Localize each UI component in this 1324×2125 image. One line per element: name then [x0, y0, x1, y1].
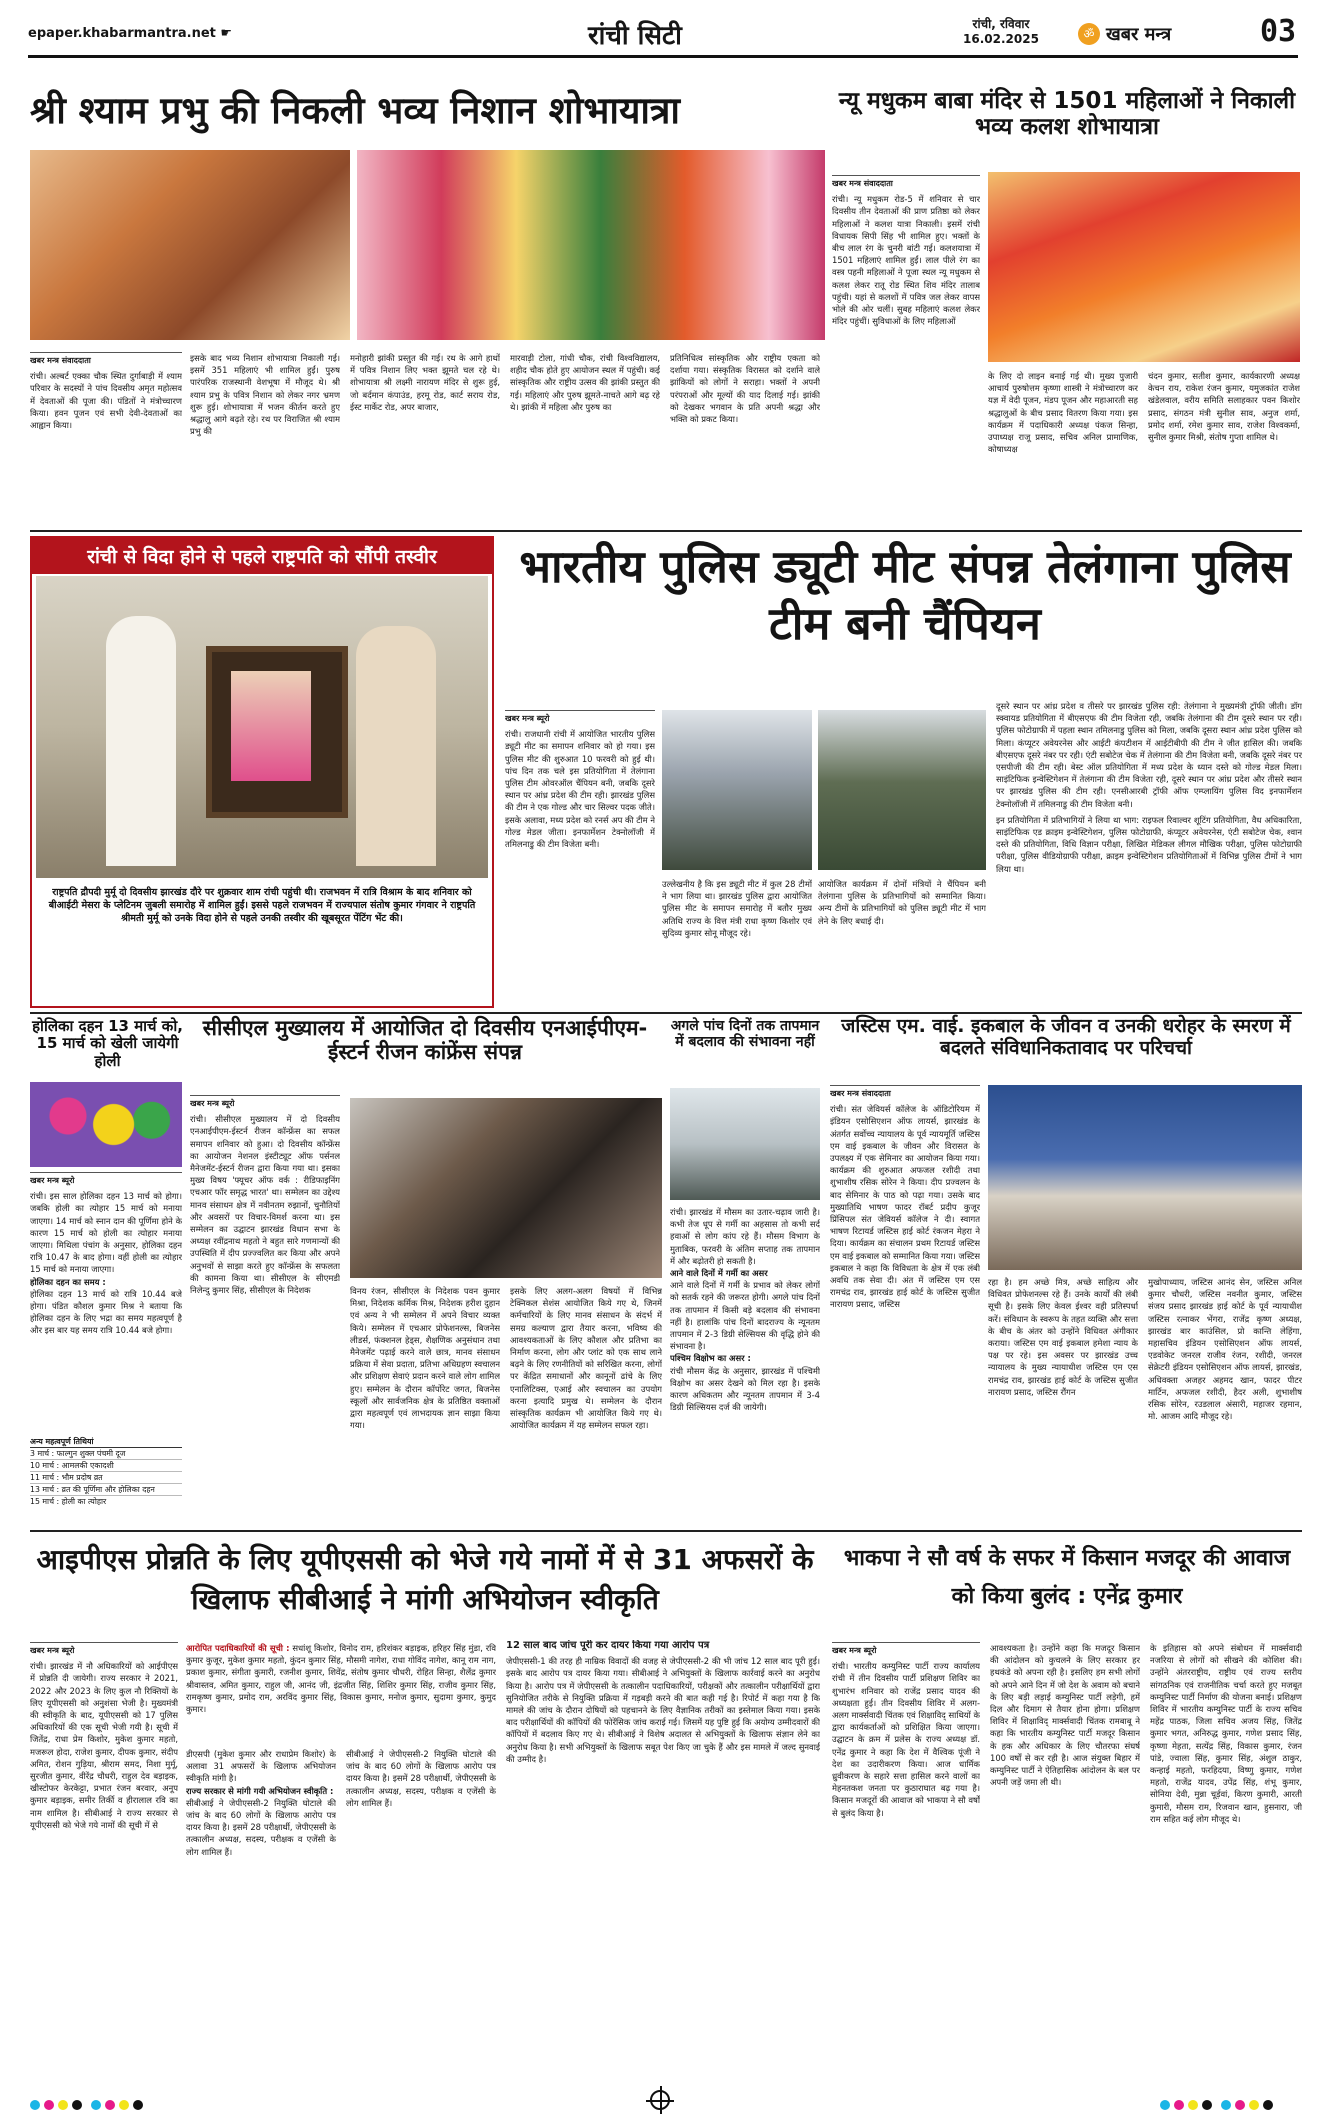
story7-photo [670, 1088, 820, 1200]
story8-col2: रहा है। हम अच्छे मित्र, अच्छे साहित्य और विधिवत प्रोफेशनल्स रहे हैं। उनके कार्यों की लंबी सूची है। इसके लिए केवल ईश्वर वही प्रतिस्पर्धा करें। संविधान के स्वरूप के तहत व्यक्ति और सत्ता के बीच के अंतर को उन्होंने विधिवत अंगीकार कराया। जस्टिस एम वाई इकबाल हमेशा न्याय के पक्ष पर रहे। इस अवसर पर झारखंड उच्च न्यायालय के मुख्य न्यायाधीश जस्टिस एम एस रामचंद्र राव, झारखंड हाई कोर्ट के जस्टिस सुजीत नारायण प्रसाद, जस्टिस रौंगन [988, 1277, 1138, 1397]
story2-photo [988, 172, 1300, 362]
story4-col1 [505, 710, 655, 1005]
story9-col2 [186, 1642, 496, 1742]
story9-list-title: आरोपित पदाधिकारियों की सूची : [186, 1643, 290, 1653]
footer-color-dots-right [1160, 2095, 1277, 2114]
story1-photo-right [357, 150, 825, 340]
story10-col3: के इतिहास को अपने संबोधन में मार्क्सवादी नजरिया से लोगों को सीखने की कोशिश की। उन्होंने अंतरराष्ट्रीय, राष्ट्रीय एवं राज्य स्तरीय सांगठनिक एवं राजनीतिक चर्चा करते हुए मजबूत कम्युनिस्ट पार्टी निर्माण की योजना बनाई। प्रशिक्षण शिविर में भारतीय कम्युनिस्ट पार्टी के राज्य सचिव महेंद्र पाठक, जिला सचिव अजय सिंह, जितेंद्र कुमार भगत, अनिरुद्ध कुमार, गणेश प्रसाद सिंह, कृष्णा मेहता, सत्येंद्र सिंह, विकास कुमार, रंजन पांडे, ज्वाला सिंह, कुमार सिंह, अंशुल ठाकुर, कन्हाई महतो, फरहिदया, विष्णु कुमार, गणेश महतो, राजेंद्र यादव, उपेंद्र सिंह, शंभू कुमार, सोनिया देवी, मुन्ना चूर्ड़वां, किरण कुमारी, आरती कुमारी, मौसम राम, रिजवान खान, हुसनारा, जी राम सहित कई लोग मौजूद थे। [1150, 1643, 1302, 1824]
story5-byline: खबर मन्त्र ब्यूरो [30, 1172, 182, 1187]
story1-headline: श्री श्याम प्रभु की निकली भव्य निशान शोभायात्रा [30, 89, 681, 132]
story3-photo [36, 576, 488, 878]
story9-col3-right-text: सीबीआई ने जेपीएससी-2 नियुक्ति घोटाले की जांच के बाद 60 लोगों के खिलाफ आरोप पत्र दायर किया है। इसमें 28 परीक्षार्थी, जेपीएससी के तत्कालीन अध्यक्ष, सदस्य, परीक्षक व एजेंसी के लोग शामिल हैं। [346, 1749, 496, 1808]
story8-col1 [830, 1085, 980, 1520]
story7-sub2: पश्चिम विक्षोभ का असर : [670, 1353, 751, 1364]
story7-body3-text: रांची मौसम केंद्र के अनुसार, झारखंड में पश्चिमी विक्षोभ का असर देखने को मिल रहा है। इसके कारण अधिकतम और न्यूनतम तापमान में 3-4 डिग्री सिल्सियस दर्ज की जायेगी। [670, 1365, 820, 1413]
story5-date-1: 3 मार्च : फाल्गुन शुक्ल पंचमी दूज [30, 1448, 182, 1460]
dateline [963, 17, 1039, 47]
story8-col1-text: रांची। संत जेवियर्स कॉलेज के ऑडिटोरियम में इंडियन एसोसिएशन ऑफ लायर्स, झारखंड के अंतर्गत सर्वोच्च न्यायालय के पूर्व न्यायमूर्ति जस्टिस एम वाई इकबाल के जीवन और विरासत के उपलक्ष्य में एक सेमिनार का आयोजन किया गया। कार्यक्रम की शुरुआत अफजल रशीदी तथा शुभाशीष रसिक सोरेन ने किया। दीप प्रज्वलन के बाद सेमिनार के पाठ को पढ़ा गया। उसके बाद मुख्यातिथि भाषण फादर रॉबर्ट प्रदीप कुजूर प्रिंसिपल संत जेवियर्स कॉलेज ने दी। स्वागत भाषण रिटायर्ड जस्टिस हाई कोर्ट रंकजन मेहरा ने दिया। कार्यक्रम का संचालन प्रथम रिटायर्ड जस्टिस एम वाई इकबाल को सम्मानित किया गया। जस्टिस इकबाल ने कहा कि विविधता के क्षेत्र में एक लंबी अवधि तक सेवा दी। अंत में जस्टिस एम एस रामचंद्र राव, झारखंड हाई कोर्ट के जस्टिस सुजीत नारायण प्रसाद, जस्टिस [830, 1104, 980, 1310]
story1-col1-text: रांची। अल्बर्ट एक्का चौक स्थित दुर्गाबाड़ी में श्याम परिवार के सदस्यों ने पांच दिवसीय अमृत महोत्सव में देवताओं की पूजा की। पंडितों ने मंत्रोच्चारण किया। हवन पूजन एवं सभी देवी-देवताओं का आह्वान किया। [30, 371, 182, 431]
story9-col3 [186, 1748, 336, 2023]
story10-col2: आवश्यकता है। उन्होंने कहा कि मजदूर किसान की आंदोलन को कुचलने के लिए सरकार हर हथकंडे को अपना रही है। इसलिए हम सभी लोगों को अपने आने दिन में जो देश के अवाम को बचाने के लिए बड़ी लड़ाई कम्युनिस्ट पार्टी लड़ेगी, हमें दिल और दिमाग से तैयार होना होगा। प्रशिक्षण शिविर में शिक्षाविद् मार्क्सवादी चिंतक रामबाबू ने कहा कि भारतीय कम्युनिस्ट पार्टी मजदूर किसान के हक और अधिकार के लिए चौतरफा संघर्ष 100 वर्षों से कर रही है। आज संयुक्त बिहार में कम्युनिस्ट पार्टी ने ऐतिहासिक आंदोलन के बल पर अपनी जड़ें जमा ली थी। [990, 1643, 1140, 1788]
story4-col2: उल्लेखनीय है कि इस ड्यूटी मीट में कुल 28 टीमों ने भाग लिया था। झारखंड पुलिस द्वारा आयोजित पुलिस मीट के समापन समारोह में बतौर मुख्य अतिथि राज्य के वित्त मंत्री राधा कृष्ण किशोर एवं सुदिव्य कुमार सोनू मौजूद रहे। [662, 879, 812, 938]
section-title: रांची सिटी [588, 21, 682, 51]
story9-sub: राज्य सरकार से मांगी गयी अभियोजन स्वीकृति : [186, 1785, 334, 1796]
story5-photo [30, 1082, 182, 1167]
story4-col3: आयोजित कार्यक्रम में दोनों मंत्रियों ने चैंपियन बनी तेलंगाना पुलिस के प्रतिभागियों को सम्मानित किया। अन्य टीमों के प्रतिभागियों को पुलिस ड्यूटी मीट में भाग लेने के लिए बधाई दी। [818, 879, 986, 926]
story5-table-title: अन्य महत्वपूर्ण तिथियां [30, 1436, 182, 1448]
footer-color-dots-left [30, 2095, 147, 2114]
story2-col1-text: रांची। न्यू मधुकम रोड-5 में शनिवार से चार दिवसीय तीन देवताओं की प्राण प्रतिष्ठा को लेकर महिलाओं ने कलश यात्रा निकाली। इसमें रांची विधायक सिपी सिंह भी शामिल हुए। भक्तों के बीच लाल रंग के चुनरी बांटी गई। कलशयात्रा में 1501 महिलाएं शामिल हुईं। लाल पीले रंग का वस्त्र पहनी महिलाओं ने पूजा स्थल न्यू मधुकम से कलश लेकर रातू रोड स्थित शिव मंदिर तालाब पहुंची। यहां से कलशों में पवित्र जल लेकर वापस भोले की ओर चलीं। सुबह महिलाएं कलश लेकर मंदिर पहुंचीं। सुविधाओं के लिए महिलाओं [832, 194, 980, 327]
divider-top [30, 530, 1302, 532]
story5-body [30, 1172, 182, 1432]
page-number: 03 [1260, 14, 1297, 49]
om-logo-icon: ॐ [1078, 23, 1100, 45]
story8-photo [988, 1085, 1302, 1270]
crosshair-icon [650, 2090, 670, 2110]
story1-col5: प्रतिनिधित्व सांस्कृतिक और राष्ट्रीय एकता को दर्शाया गया। संस्कृतिक विरासत को दर्शाने वाले झांकियों को लोगों ने सराहा। भक्तों ने अपनी परंपराओं और मूल्यों की याद दिलाई गई। झांकी को देखकर भगवान के प्रति अपनी श्रद्धा और भक्ति को प्रकट किया। [670, 353, 820, 425]
hand-pointer-icon: ☛ [220, 26, 233, 41]
masthead [28, 14, 1298, 58]
story5-body2-text: होलिका दहन 13 मार्च को रात्रि 10.44 बजे होगा। पंडित कौशल कुमार मिश्र ने बताया कि होलिका दहन के लिए भद्रा का समय महत्वपूर्ण है और इस बार यह समय रात्रि 10.44 बजे होगा। [30, 1288, 182, 1336]
story4-col4 [996, 700, 1302, 1010]
story2-col3: चंदन कुमार, सतीश कुमार, कार्यकारणी अध्यक्ष केचन राय, राकेश रंजन कुमार, यमुजकांत राजेश खंडेलवाल, वरीय समिति सलाहकार पवन किशोर प्रसाद, संगठन मंत्री सुनील साव, अनुज शर्मा, प्रमोद शर्मा, रमेश कुमार साव, राजेश विश्वकर्मा, सुनील कुमार मिश्री, संतोष गुप्ता शामिल थे। [1148, 371, 1300, 443]
brand-name: खबर मन्त्र [1106, 24, 1172, 45]
story1-col1 [30, 352, 182, 552]
epaper-url[interactable] [28, 26, 232, 41]
story5-date-3: 11 मार्च : भौम प्रदोष व्रत [30, 1472, 182, 1484]
story10-col1 [832, 1642, 980, 2022]
story4-col4b-text: इन प्रतियोगिता में प्रतिभागियों ने लिया था भाग: राइफल रिवाल्वर शूटिंग प्रतियोगिता, वैध अधिकारिता, साइंटिफिक एड क्राइम इन्वेस्टिगेशन, पुलिस फोटोग्राफी, कंप्यूटर अवेयरनेस, एंटी सबोटेज चेक, श्वान दस्ते की प्रतियोगिता, विधि विज्ञान परीक्षा, लिखित मेडिकल लीगल मौखिक परीक्षा, पुलिस फोटोग्राफी परीक्षा, पुलिस वीडियोग्राफी परीक्षा, क्राइम इन्वेस्टिगेशन प्रतियोगिताओं में विभिन्न पुलिस टीमों ने भाग लिया था। [996, 814, 1302, 874]
story1-photo-left [30, 150, 350, 340]
story3-caption: राष्ट्रपति द्रौपदी मुर्मू दो दिवसीय झारखंड दौरे पर शुक्रवार शाम रांची पहुंची थी। राजभवन में रात्रि विश्राम के बाद शनिवार को बीआईटी मेसरा के प्लेटिनम जुबली समारोह में शामिल हुईं। इससे पहले राजभवन में राज्यपाल संतोष कुमार गंगवार ने राष्ट्रपति श्रीमती मुर्मू को उनके विदा होने से पहले उनकी तस्वीर की खूबसूरत पेंटिंग भेंट की। [48, 887, 476, 924]
story7-body [670, 1206, 820, 1521]
story1-col4: मारवाड़ी टोला, गांधी चौक, रांची विश्वविद्यालय, शहीद चौक होते हुए आयोजन स्थल में पहुंची। कई सांस्कृतिक और राष्ट्रीय उत्सव की झांकी प्रस्तुत की गई। महिलाएं और पुरुष झूमते-नाचते आगे बढ़ रहे थे। झांकी में महिला और पुरुष का [510, 353, 660, 412]
story6-col3: इसके लिए अलग-अलग विषयों में विभिन्न टेक्निकल सेशंस आयोजित किये गए थे, जिनमें कर्मचारियों के लिए मानव संसाधन के संदर्भ में समग्र कल्याण द्वारा तैयार करना, भविष्य की आवश्यकताओं के लिए कौशल और प्रतिभा का निर्माण करना, लोग और प्लांट को एक साथ लाने बढ़ने के लिए रणनीतियों को सरिखित करना, लोगों पर केंद्रित समाधानों और कानूनों ढांचे के लिए एनालिटिक्स, एआई और स्वचालन का उपयोग करना इत्यादि प्रमुख थे। सम्मेलन के दौरान सांस्कृतिक कार्यक्रम भी आयोजित किये गए थे। आयोजित कार्यक्रम में यह सम्मेलन सफल रहा। [510, 1286, 662, 1431]
story6-headline: सीसीएल मुख्यालय में आयोजित दो दिवसीय एनआईपीएम-ईस्टर्न रीजन कांफ्रेंस संपन्न [202, 1016, 648, 1065]
story1-col2: इसके बाद भव्य निशान शोभायात्रा निकाली गई। इसमें 351 महिलाएं भी शामिल हुईं। पुरुष पारंपरिक राजस्थानी वेशभूषा में मौजूद थे। श्री श्याम प्रभु के पवित्र निशान को लेकर नगर भ्रमण शुरू हुई। शोभायात्रा में भजन कीर्तन करते हुए श्रद्धालु आगे बढ़ते रहे। रथ पर विराजित श्री श्याम प्रभु की [190, 353, 340, 437]
story1-byline: खबर मन्त्र संवाददाता [30, 352, 182, 367]
story5-date-5: 15 मार्च : होली का त्योहार [30, 1497, 107, 1506]
story2-col2: के लिए दो लाइन बनाई गई थी। मुख्य पुजारी आचार्य पुरुषोत्तम कृष्णा शास्त्री ने मंत्रोच्चारण कर यज्ञ में वेदी पूजन, मंडप पूजन और महाआरती सह श्रद्धालुओं के बीच प्रसाद वितरण किया गया। इस कार्यक्रम में पदाधिकारी अध्यक्ष पंकज सिन्हा, उपाध्यक्ष राजू प्रसाद, सचिव अनिल प्रामाणिक, कोषाध्यक्ष [988, 371, 1138, 455]
story3-box-title: रांची से विदा होने से पहले राष्ट्रपति को सौंपी तस्वीर [32, 538, 492, 574]
story4-col4-text: दूसरे स्थान पर आंध्र प्रदेश व तीसरे पर झारखंड पुलिस रही: तेलंगाना ने मुख्यमंत्री ट्रॉफी जीती। डॉग स्क्वायड प्रतियोगिता में बीएसएफ की टीम विजेता रही, जबकि तेलंगाना की टीम दूसरे स्थान पर रही। पुलिस फोटोग्राफी में पहला स्थान तमिलनाडु पुलिस को मिला, जबकि दूसरा स्थान आंध्र प्रदेश पुलिस को मिला। कंप्यूटर अवेयरनेस और आईटी कंपटीशन में आईटीबीपी की टीम ने जीत हासिल की। जबकि बीएसएफ दूसरे नंबर पर रही। एंटी सबोटेज चेक में तेलंगाना की टीम विजेता बनी, जबकि दूसरे नंबर पर एसपीजी की टीम रही। बेस्ट ऑल प्रतियोगिता में मध्य प्रदेश के ध्यान दस्ते को गोल्ड मेडल मिला। साइंटिफिक इन्वेस्टिगेशन में तेलंगाना की टीम विजेता रही, दूसरे स्थान पर आंध्र प्रदेश और तीसरे स्थान पर झारखंड पुलिस की टीम रही। एनसीआरबी ट्रॉफी ऑफ एम्प्लायिंग पुलिस विद इनफार्मेशन टेक्नोलॉजी में तमिलनाडु की टीम विजेता बनी। [996, 701, 1302, 809]
story4-photo-left [662, 710, 812, 870]
story6-col2: विनय रंजन, सीसीएल के निदेशक पवन कुमार मिश्रा, निदेशक कर्मिक मिश्र, निदेशक हरीश दुहान एवं अन्य ने भी सम्मेलन में अपने विचार व्यक्त किये। सम्मेलन में एचआर प्रोफेशनल्स, बिजनेस लीडर्स, फंक्शनल हेड्स, शैक्षणिक अनुसंधान तथा मैनेजमेंट पढ़ाई करने वाले छात्र, मानव संसाधन प्रक्रिया में सेवा प्रदाता, प्रतिभा अधिग्रहण स्वचालन और प्रशिक्षण सेवाएं प्रदान करने वाले लोग शामिल हुए। सम्मेलन के दौरान कॉर्पोरेट जगत, बिजनेस स्कूलों और सार्वजनिक क्षेत्र के प्रतिष्ठित वक्ताओं द्वारा महत्वपूर्ण एवं लाभदायक ज्ञान साझा किया गया। [350, 1286, 500, 1431]
story10-byline: खबर मन्त्र ब्यूरो [832, 1642, 980, 1657]
story6-byline: खबर मन्त्र ब्यूरो [190, 1095, 340, 1110]
story9-col4-title: 12 साल बाद जांच पूरी कर दायर किया गया आरोप पत्र [506, 1640, 710, 1651]
story9-col2-text: सधांशू किशोर, विनोद राम, हरिशंकर बड़ाइक, हरिहर सिंह मुंडा, रवि कुमार कुजूर, मुकेश कुमार महतो, कुंदन कुमार सिंह, मौसमी नागेश, राधा गोविंद नागेश, कानू राम नाग, प्रकाश कुमार, संगीता कुमारी, रजनीश कुमार, शिवेंद्र, संतोष कुमार चौधरी, रोहित सिन्हा, शैलेंद्र कुमार श्रीवास्तव, अमित कुमार, राहुल जी, आनंद जी, इंद्रजीत सिंह, शिशिर कुमार सिंह, राजीव कुमार सिंह, रामकृष्ण कुमार, प्रमोद राम, अरविंद कुमार सिंह, विकास कुमार, मनोज कुमार, सुदामा कुमार, कुमुद कुमार। [186, 1643, 496, 1715]
story9-col4-text: जेपीएससी-1 की तरह ही नाम्रिक विवादों की वजह से जेपीएससी-2 की भी जांच 12 साल बाद पूरी हुई। इसके बाद आरोप पत्र दायर किया गया। सीबीआई ने अभियुक्तों के खिलाफ कार्रवाई करने का अनुरोध किया है। आरोप पत्र में जेपीएससी के तत्कालीन पदाधिकारियों, परीक्षकों और तत्कालीन परीक्षार्थियों द्वारा सुनियोजित तरीके से नियुक्ति प्रक्रिया में गड़बड़ी करने की बात कही गई है। रिपोर्ट में कहा गया है कि मामले की जांच के दौरान दोषियों को पहचानने के लिए वैज्ञानिक तरीकों का इस्तेमाल किया गया। इसके बाद परीक्षार्थियों की कॉपियों की फोरेंसिक जांच कराई गई। जिसमें यह पुष्टि हुई कि अयोग्य उम्मीदवारों की कॉपियों में बदलाव किए गए थे। सीबीआई ने विशेष अदालत से अभियुक्तों के खिलाफ संज्ञान लेने का अनुरोध किया है। सभी अभियुक्तों के खिलाफ सबूत पेश किए जा चुके हैं और इस मामले में जल्द सुनवाई की उम्मीद है। [506, 1656, 820, 1764]
story9-col3-text: डीएसपी (मुकेश कुमार और राधाप्रेम किशोर) के अलावा 31 अफसरों के खिलाफ अभियोजन स्वीकृति मांगी है। [186, 1749, 336, 1784]
story7-sub1: आने वाले दिनों में गर्मी का असर [670, 1268, 768, 1279]
story2-byline: खबर मन्त्र संवाददाता [832, 175, 980, 190]
story4-headline: भारतीय पुलिस ड्यूटी मीट संपन्न तेलंगाना पुलिस टीम बनी चैंपियन [519, 540, 1291, 650]
story9-col4 [506, 1640, 820, 2025]
story7-body2-text: आने वाले दिनों में गर्मी के प्रभाव को लेकर लोगों को सतर्क रहने की जरूरत होगी। अगले पांच दिनों तक तापमान में किसी बड़े बदलाव की संभावना नहीं है। हालांकि पांच दिनों बादराज्य के न्यूनतम तापमान में 2-3 डिग्री सेल्सियस की वृद्धि होने की संभावना है। [670, 1280, 820, 1352]
story3-box [30, 536, 494, 1008]
story9-byline: खबर मन्त्र ब्यूरो [30, 1642, 178, 1657]
place-day: रांची, रविवार [972, 17, 1030, 31]
story10-headline: भाकपा ने सौ वर्ष के सफर में किसान मजदूर की आवाज को किया बुलंद : एनेंद्र कुमार [843, 1546, 1291, 1609]
story4-byline: खबर मन्त्र ब्यूरो [505, 710, 655, 725]
issue-date: 16.02.2025 [963, 32, 1039, 46]
story5-headline: होलिका दहन 13 मार्च को, 15 मार्च को खेली जायेगी होली [32, 1017, 183, 1070]
story2-col1 [832, 175, 980, 505]
story9-col1-text: रांची। झारखंड में नौ अधिकारियों को आईपीएस में प्रोन्नति दी जायेगी। राज्य सरकार ने 2021, 2022 और 2023 के लिए कुल नौ रिक्तियों के लिए यूपीएससी को अनुशंसा भेजी है। मुख्यमंत्री की स्वीकृति के बाद, यूपीएससी को 17 पुलिस अधिकारियों की एक सूची भेजी गयी है। सूची में जितेंद्र, राधा प्रेम किशोर, मुकेश कुमार महतो, मजरूल होदा, राजेश कुमार, दीपक कुमार, संदीप अमित, रोशन गुड़िया, श्रीराम समद, निशा मुर्मू, सुरजीत कुमार, वीरेंद्र चौधरी, राहुल देव बड़ाइक, खीस्टोफर केरकेट्टा, प्रभात रंजन बरवार, अनूप कुमार बड़ाइक, समीर तिर्की व हीरालाल रवि का नाम शामिल है। सीबीआई ने राज्य सरकार से यूपीएससी को भेजे गये नामों की सूची में से [30, 1661, 178, 1830]
epaper-url-text: epaper.khabarmantra.net [28, 26, 216, 41]
story5-body-text: रांची। इस साल होलिका दहन 13 मार्च को होगा। जबकि होली का त्योहार 15 मार्च को मनाया जाएगा। 14 मार्च को स्नान दान की पूर्णिमा होने के कारण 15 मार्च को होली का त्योहार मनाया जाएगा। मिथिला पंचांग के अनुसार, होलिका दहन रात्रि 10.47 के बाद होगा। वहीं होली का त्योहार 15 मार्च को मनाया जाएगा। [30, 1191, 182, 1275]
story10-col1-text: रांची। भारतीय कम्युनिस्ट पार्टी राज्य कार्यालय रांची में तीन दिवसीय पार्टी प्रशिक्षण शिविर का शुभारंभ शनिवार को राजेंद्र प्रसाद यादव की अध्यक्षता हुई। तीन दिवसीय शिविर में अलग-अलग मार्क्सवादी चिंतक एवं शिक्षाविद् साथियों के द्वारा कार्यकर्ताओं को प्रशिक्षित किया जाएगा। उद्घाटन के क्रम में प्रलेस के राज्य अध्यक्ष डॉ. एनेंद्र कुमार ने कहा कि देश में वैश्विक पूंजी ने देश का उदारीकरण किया। आज धार्मिक ध्रुवीकरण के सहारे सत्ता हासिल करने वालों का मेहनतकश जनता पर कुठाराघात बढ़ गया है। किसान मजदूरों की आवाज को भाकपा ने सौ वर्षों से बुलंद किया है। [832, 1661, 980, 1818]
story8-col3: मुखोपाध्याय, जस्टिस आनंद सेन, जस्टिस अनिल कुमार चौधरी, जस्टिस नवनीत कुमार, जस्टिस संजय प्रसाद झारखंड हाई कोर्ट के पूर्व न्यायाधीश जस्टिस रत्नाकर भेंगरा, राजेंद्र कृष्ण अध्यक्ष, झारखंड बार काउंसिल, प्रो कान्ति लेहिंगा, महासचिव इंडियन एसोसिएशन ऑफ लायर्स, एडवोकेट जनरल राजीव रंजन, रशीदी, जनरल सेक्रेटरी इंडियन एसोसिएशन ऑफ लायर्स, झारखंड, अधिवक्ता अजहर अहमद खान, फादर पीटर मार्टिन, अफजल रशीदी, हैदर अली, शुभाशीष रसिक सोरेन, रउडलाल अंसारी, महाजर रहमान, मो. आजम आदि मौजूद रहे। [1148, 1277, 1302, 1422]
story8-byline: खबर मन्त्र संवाददाता [830, 1085, 980, 1100]
story4-photo-right [818, 710, 986, 870]
brand-box [1078, 20, 1171, 48]
story8-headline: जस्टिस एम. वाई. इकबाल के जीवन व उनकी धरोहर के स्मरण में बदलते संविधानिकतावाद पर परिचर्चा [841, 1015, 1291, 1059]
story7-headline: अगले पांच दिनों तक तापमान में बदलाव की संभावना नहीं [670, 1018, 820, 1051]
story7-body-text: रांची। झारखंड में मौसम का उतार-चढ़ाव जारी है। कभी तेज धूप से गर्मी का अहसास तो कभी सर्द हवाओं से लोग कांप रहे हैं। मौसम विभाग के मुताबिक, फरवरी के अंतिम सप्ताह तक तापमान में और बढ़ोतरी हो सकती है। [670, 1207, 820, 1266]
story9-col1 [30, 1642, 178, 2022]
story2-headline: न्यू मधुकम बाबा मंदिर से 1501 महिलाओं ने निकाली भव्य कलश शोभायात्रा [838, 88, 1296, 141]
story6-col1 [190, 1095, 340, 1520]
story5-date-2: 10 मार्च : आमलकी एकादशी [30, 1460, 182, 1472]
divider-mid [30, 1012, 1302, 1014]
story1-col3: मनोहारी झांकी प्रस्तुत की गई। रथ के आगे हाथों में पवित्र निशान लिए भक्त झूमते चल रहे थे। शोभायात्रा श्री लक्ष्मी नारायण मंदिर से शुरू हुई, जो बर्दमान कंपाउंड, हरमू रोड, कार्ट सराय रोड, ईस्ट मार्केट रोड, अपर बाजार, [350, 353, 500, 412]
story9-col3b-text: सीबीआई ने जेपीएससी-2 नियुक्ति घोटाले की जांच के बाद 60 लोगों के खिलाफ आरोप पत्र दायर किया है। इसमें 28 परीक्षार्थी, जेपीएससी के तत्कालीन अध्यक्ष, सदस्य, परीक्षक व एजेंसी के लोग शामिल हैं। [186, 1797, 336, 1857]
story4-col1-text: रांची। राजधानी रांची में आयोजित भारतीय पुलिस ड्यूटी मीट का समापन शनिवार को हो गया। इस पुलिस मीट की शुरुआत 10 फरवरी को हुई थी। पांच दिन तक चले इस प्रतियोगिता में तेलंगाना पुलिस टीम ओवरऑल चैंपियन बनी, जबकि दूसरे स्थान पर आंध्र प्रदेश की टीम रही। झारखंड पुलिस की टीम ने एक गोल्ड और चार सिल्वर पदक जीते। इसके अलावा, मध्य प्रदेश को रनर्स अप की टीम ने गोल्ड मेडल जीता। इनफार्मेशन टेक्नोलॉजी में तमिलनाडु की टीम विजेता बनी। [505, 729, 655, 850]
story9-col3-right [346, 1748, 496, 2023]
divider-bottom [30, 1530, 1302, 1532]
story6-photo [350, 1098, 662, 1278]
story5-sub: होलिका दहन का समय : [30, 1276, 106, 1287]
story5-date-4: 13 मार्च : व्रत की पूर्णिमा और होलिका दहन [30, 1484, 182, 1496]
story9-headline: आइपीएस प्रोन्नति के लिए यूपीएससी को भेजे गये नामों में से 31 अफसरों के खिलाफ सीबीआई ने मांगी अभियोजन स्वीकृति [36, 1543, 814, 1616]
story5-table [30, 1436, 182, 1507]
story6-col1-text: रांची। सीसीएल मुख्यालय में दो दिवसीय एनआईपीएम-ईस्टर्न रीजन कॉन्फ्रेंस का सफल समापन शनिवार को हुआ। दो दिवसीय कॉन्फ्रेंस का आयोजन नेशनल इंस्टीट्यूट ऑफ पर्सनल मैनेजमेंट-ईस्टर्न रीजन द्वारा किया गया था। इसका मुख्य विषय 'फ्यूचर ऑफ वर्क : रीडिफाइनिंग एचआर फॉर समृद्ध भारत' था। सम्मेलन का उद्देश्य मानव संसाधन क्षेत्र में नवीनतम रुझानों, चुनौतियों और अवसरों पर विचार-विमर्श करना था। इस सम्मेलन का उद्घाटन झारखंड विधान सभा के अध्यक्ष रवींद्रनाथ महतो ने बहुत सारे गणमान्यों की उपस्थिति में दीप प्रज्ज्वलित कर किया और अपने अनुभवों से साझा करते हुए कॉन्फ्रेंस के सफलता की कामना किया था। सीसीएल के सीएमडी निलेन्दु कुमार सिंह, सीसीएल के निदेशक [190, 1114, 340, 1296]
